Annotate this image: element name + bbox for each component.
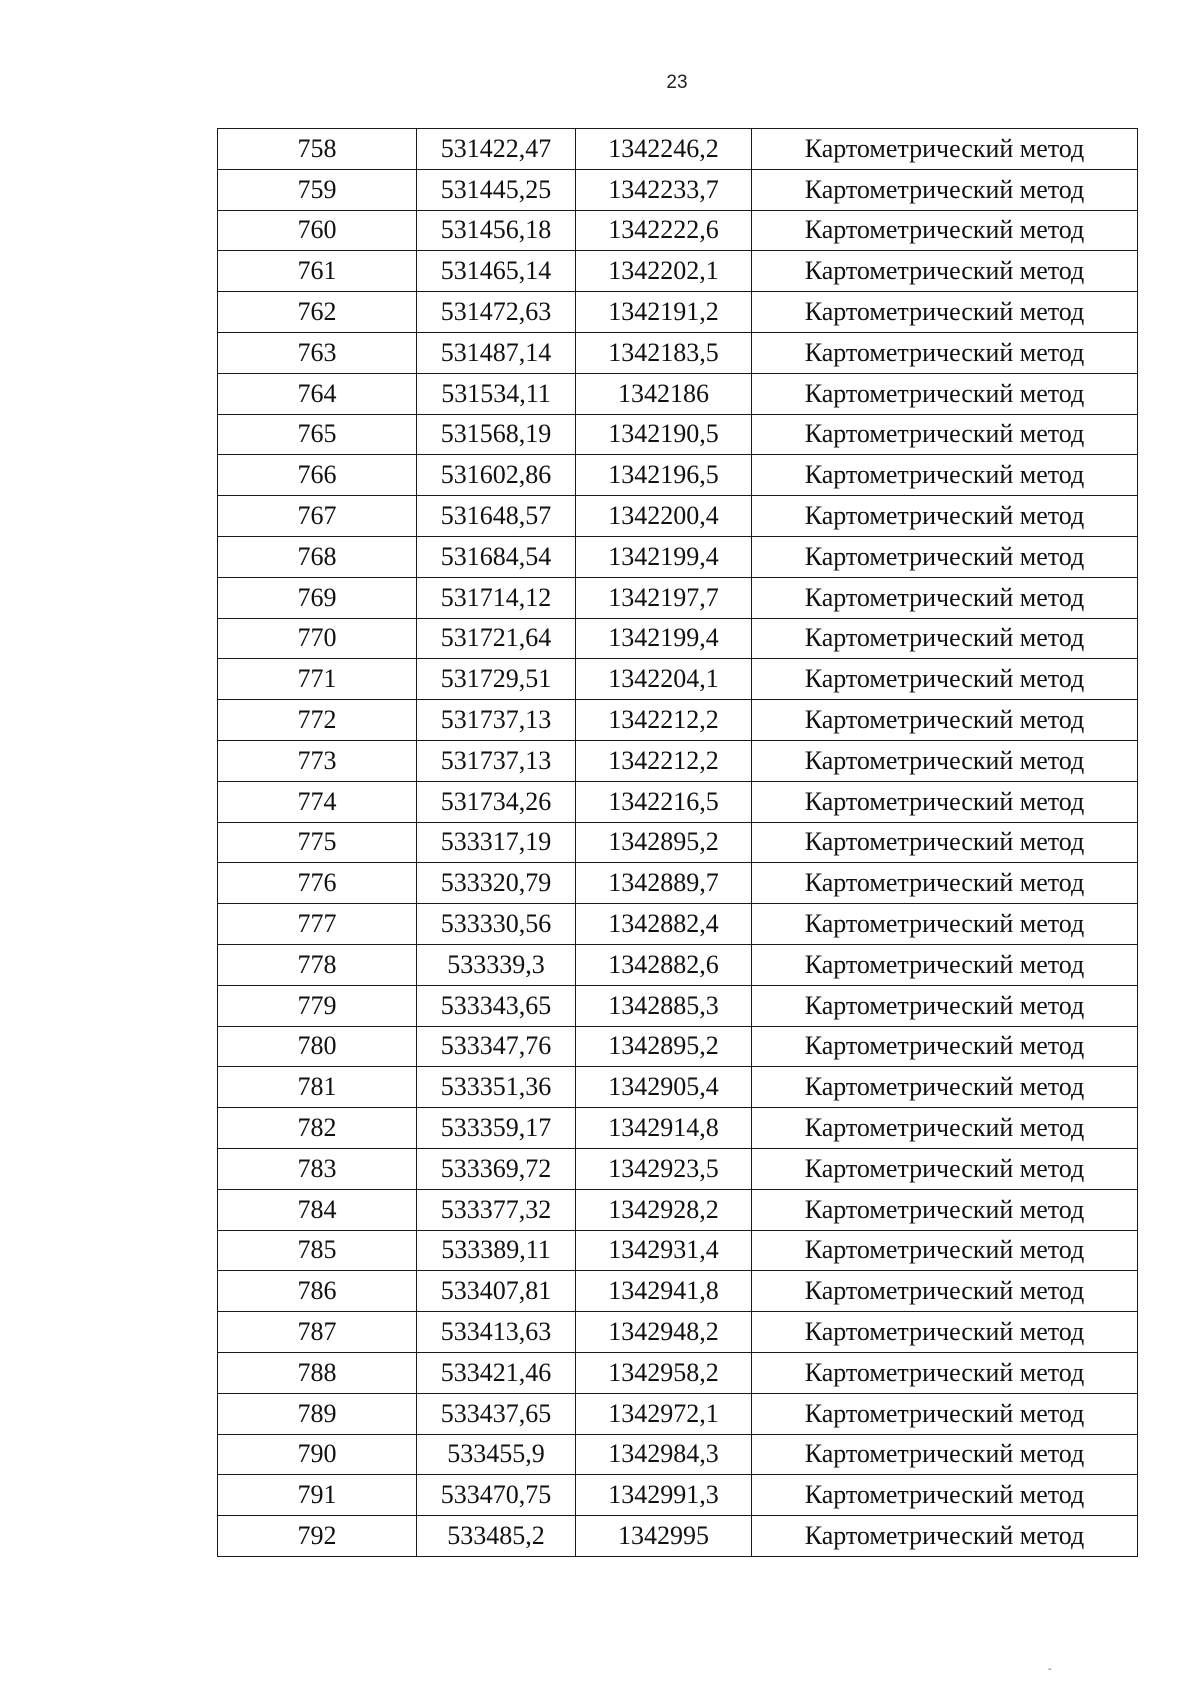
y-coordinate-cell: 1342212,2 (576, 740, 752, 781)
point-number-cell: 770 (218, 618, 417, 659)
table-row (218, 700, 1138, 741)
point-number-cell: 781 (218, 1067, 417, 1108)
point-number-cell: 790 (218, 1434, 417, 1475)
table-row (218, 618, 1138, 659)
y-coordinate-cell: 1342941,8 (576, 1271, 752, 1312)
table-row (218, 944, 1138, 985)
point-number-cell: 784 (218, 1189, 417, 1230)
x-coordinate-cell: 531734,26 (417, 781, 576, 822)
x-coordinate-cell: 531737,13 (417, 700, 576, 741)
method-cell: Картометрический метод (752, 1352, 1138, 1393)
point-number-cell: 779 (218, 985, 417, 1026)
table-row (218, 1148, 1138, 1189)
x-coordinate-cell: 533359,17 (417, 1108, 576, 1149)
point-number-cell: 772 (218, 700, 417, 741)
point-number-cell: 767 (218, 496, 417, 537)
y-coordinate-cell: 1342923,5 (576, 1148, 752, 1189)
method-cell: Картометрический метод (752, 1148, 1138, 1189)
x-coordinate-cell: 533470,75 (417, 1475, 576, 1516)
y-coordinate-cell: 1342882,4 (576, 904, 752, 945)
table-row (218, 251, 1138, 292)
point-number-cell: 769 (218, 577, 417, 618)
table-row (218, 210, 1138, 251)
y-coordinate-cell: 1342216,5 (576, 781, 752, 822)
table-row (218, 1475, 1138, 1516)
y-coordinate-cell: 1342882,6 (576, 944, 752, 985)
x-coordinate-cell: 533413,63 (417, 1312, 576, 1353)
point-number-cell: 776 (218, 863, 417, 904)
x-coordinate-cell: 533485,2 (417, 1516, 576, 1557)
table-row (218, 414, 1138, 455)
point-number-cell: 759 (218, 169, 417, 210)
method-cell: Картометрический метод (752, 1271, 1138, 1312)
x-coordinate-cell: 531422,47 (417, 129, 576, 170)
y-coordinate-cell: 1342183,5 (576, 332, 752, 373)
method-cell: Картометрический метод (752, 740, 1138, 781)
table-row (218, 373, 1138, 414)
page-number: 23 (666, 72, 688, 93)
table-row (218, 536, 1138, 577)
point-number-cell: 766 (218, 455, 417, 496)
point-number-cell: 773 (218, 740, 417, 781)
method-cell: Картометрический метод (752, 781, 1138, 822)
point-number-cell: 788 (218, 1352, 417, 1393)
x-coordinate-cell: 533437,65 (417, 1393, 576, 1434)
x-coordinate-cell: 531456,18 (417, 210, 576, 251)
x-coordinate-cell: 531602,86 (417, 455, 576, 496)
point-number-cell: 786 (218, 1271, 417, 1312)
point-number-cell: 762 (218, 292, 417, 333)
y-coordinate-cell: 1342995 (576, 1516, 752, 1557)
y-coordinate-cell: 1342212,2 (576, 700, 752, 741)
point-number-cell: 780 (218, 1026, 417, 1067)
method-cell: Картометрический метод (752, 1189, 1138, 1230)
y-coordinate-cell: 1342991,3 (576, 1475, 752, 1516)
x-coordinate-cell: 533320,79 (417, 863, 576, 904)
x-coordinate-cell: 533317,19 (417, 822, 576, 863)
x-coordinate-cell: 531729,51 (417, 659, 576, 700)
x-coordinate-cell: 533347,76 (417, 1026, 576, 1067)
table-row (218, 781, 1138, 822)
table-row (218, 1393, 1138, 1434)
y-coordinate-cell: 1342895,2 (576, 1026, 752, 1067)
method-cell: Картометрический метод (752, 1434, 1138, 1475)
point-number-cell: 768 (218, 536, 417, 577)
y-coordinate-cell: 1342199,4 (576, 618, 752, 659)
method-cell: Картометрический метод (752, 1026, 1138, 1067)
table-row (218, 1312, 1138, 1353)
table-row (218, 863, 1138, 904)
y-coordinate-cell: 1342186 (576, 373, 752, 414)
y-coordinate-cell: 1342885,3 (576, 985, 752, 1026)
method-cell: Картометрический метод (752, 373, 1138, 414)
y-coordinate-cell: 1342905,4 (576, 1067, 752, 1108)
table-row (218, 332, 1138, 373)
x-coordinate-cell: 531445,25 (417, 169, 576, 210)
y-coordinate-cell: 1342202,1 (576, 251, 752, 292)
method-cell: Картометрический метод (752, 822, 1138, 863)
coordinates-table-body (218, 129, 1138, 1557)
point-number-cell: 765 (218, 414, 417, 455)
x-coordinate-cell: 531472,63 (417, 292, 576, 333)
y-coordinate-cell: 1342233,7 (576, 169, 752, 210)
coordinates-table (217, 128, 1138, 1557)
point-number-cell: 764 (218, 373, 417, 414)
point-number-cell: 775 (218, 822, 417, 863)
x-coordinate-cell: 531465,14 (417, 251, 576, 292)
table-row (218, 577, 1138, 618)
x-coordinate-cell: 531534,11 (417, 373, 576, 414)
method-cell: Картометрический метод (752, 536, 1138, 577)
point-number-cell: 782 (218, 1108, 417, 1149)
y-coordinate-cell: 1342895,2 (576, 822, 752, 863)
method-cell: Картометрический метод (752, 577, 1138, 618)
method-cell: Картометрический метод (752, 414, 1138, 455)
method-cell: Картометрический метод (752, 618, 1138, 659)
table-row (218, 985, 1138, 1026)
table-row (218, 292, 1138, 333)
method-cell: Картометрический метод (752, 700, 1138, 741)
x-coordinate-cell: 533330,56 (417, 904, 576, 945)
x-coordinate-cell: 533369,72 (417, 1148, 576, 1189)
y-coordinate-cell: 1342246,2 (576, 129, 752, 170)
table-row (218, 1434, 1138, 1475)
point-number-cell: 758 (218, 129, 417, 170)
x-coordinate-cell: 531721,64 (417, 618, 576, 659)
point-number-cell: 791 (218, 1475, 417, 1516)
x-coordinate-cell: 531568,19 (417, 414, 576, 455)
x-coordinate-cell: 533407,81 (417, 1271, 576, 1312)
table-row (218, 1271, 1138, 1312)
x-coordinate-cell: 533377,32 (417, 1189, 576, 1230)
method-cell: Картометрический метод (752, 169, 1138, 210)
y-coordinate-cell: 1342914,8 (576, 1108, 752, 1149)
point-number-cell: 760 (218, 210, 417, 251)
method-cell: Картометрический метод (752, 1393, 1138, 1434)
method-cell: Картометрический метод (752, 944, 1138, 985)
y-coordinate-cell: 1342889,7 (576, 863, 752, 904)
method-cell: Картометрический метод (752, 659, 1138, 700)
method-cell: Картометрический метод (752, 496, 1138, 537)
y-coordinate-cell: 1342200,4 (576, 496, 752, 537)
x-coordinate-cell: 533389,11 (417, 1230, 576, 1271)
y-coordinate-cell: 1342984,3 (576, 1434, 752, 1475)
x-coordinate-cell: 533421,46 (417, 1352, 576, 1393)
y-coordinate-cell: 1342199,4 (576, 536, 752, 577)
x-coordinate-cell: 533351,36 (417, 1067, 576, 1108)
method-cell: Картометрический метод (752, 1230, 1138, 1271)
y-coordinate-cell: 1342191,2 (576, 292, 752, 333)
point-number-cell: 787 (218, 1312, 417, 1353)
table-row (218, 129, 1138, 170)
table-row (218, 1067, 1138, 1108)
y-coordinate-cell: 1342958,2 (576, 1352, 752, 1393)
method-cell: Картометрический метод (752, 251, 1138, 292)
point-number-cell: 789 (218, 1393, 417, 1434)
table-row (218, 659, 1138, 700)
x-coordinate-cell: 531714,12 (417, 577, 576, 618)
method-cell: Картометрический метод (752, 455, 1138, 496)
y-coordinate-cell: 1342948,2 (576, 1312, 752, 1353)
table-row (218, 1189, 1138, 1230)
y-coordinate-cell: 1342222,6 (576, 210, 752, 251)
table-row (218, 496, 1138, 537)
y-coordinate-cell: 1342197,7 (576, 577, 752, 618)
y-coordinate-cell: 1342931,4 (576, 1230, 752, 1271)
x-coordinate-cell: 531737,13 (417, 740, 576, 781)
x-coordinate-cell: 531487,14 (417, 332, 576, 373)
method-cell: Картометрический метод (752, 129, 1138, 170)
point-number-cell: 783 (218, 1148, 417, 1189)
corner-mark: - (1048, 1664, 1052, 1675)
method-cell: Картометрический метод (752, 904, 1138, 945)
method-cell: Картометрический метод (752, 292, 1138, 333)
point-number-cell: 774 (218, 781, 417, 822)
point-number-cell: 792 (218, 1516, 417, 1557)
table-row (218, 169, 1138, 210)
point-number-cell: 761 (218, 251, 417, 292)
x-coordinate-cell: 533343,65 (417, 985, 576, 1026)
method-cell: Картометрический метод (752, 1516, 1138, 1557)
method-cell: Картометрический метод (752, 985, 1138, 1026)
table-row (218, 1108, 1138, 1149)
table-row (218, 904, 1138, 945)
table-row (218, 455, 1138, 496)
method-cell: Картометрический метод (752, 863, 1138, 904)
method-cell: Картометрический метод (752, 1312, 1138, 1353)
x-coordinate-cell: 533455,9 (417, 1434, 576, 1475)
table-row (218, 1230, 1138, 1271)
table-row (218, 1516, 1138, 1557)
y-coordinate-cell: 1342190,5 (576, 414, 752, 455)
method-cell: Картометрический метод (752, 332, 1138, 373)
point-number-cell: 763 (218, 332, 417, 373)
method-cell: Картометрический метод (752, 1475, 1138, 1516)
point-number-cell: 785 (218, 1230, 417, 1271)
table-row (218, 1026, 1138, 1067)
y-coordinate-cell: 1342928,2 (576, 1189, 752, 1230)
table-row (218, 822, 1138, 863)
method-cell: Картометрический метод (752, 1067, 1138, 1108)
y-coordinate-cell: 1342196,5 (576, 455, 752, 496)
method-cell: Картометрический метод (752, 210, 1138, 251)
table-row (218, 740, 1138, 781)
table-row (218, 1352, 1138, 1393)
x-coordinate-cell: 533339,3 (417, 944, 576, 985)
point-number-cell: 778 (218, 944, 417, 985)
x-coordinate-cell: 531684,54 (417, 536, 576, 577)
x-coordinate-cell: 531648,57 (417, 496, 576, 537)
y-coordinate-cell: 1342204,1 (576, 659, 752, 700)
y-coordinate-cell: 1342972,1 (576, 1393, 752, 1434)
point-number-cell: 771 (218, 659, 417, 700)
method-cell: Картометрический метод (752, 1108, 1138, 1149)
point-number-cell: 777 (218, 904, 417, 945)
